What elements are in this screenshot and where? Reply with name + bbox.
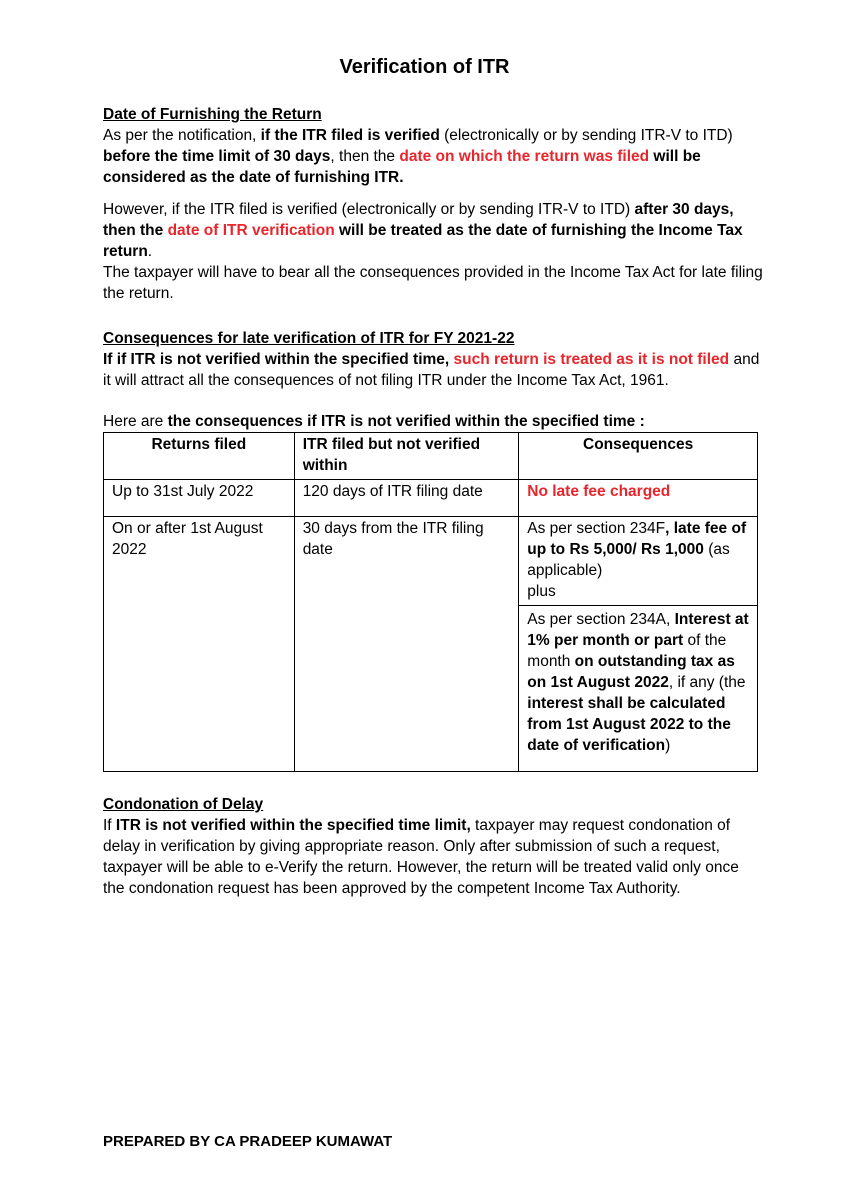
red-highlight: date of ITR verification <box>167 222 335 239</box>
red-highlight: date on which the return was filed <box>399 148 650 165</box>
condonation-heading: Condonation of Delay <box>103 796 264 813</box>
furnishing-paragraph-1 <box>103 125 763 188</box>
header-not-verified: ITR filed but not verified within <box>294 433 519 480</box>
bold-run: the consequences if ITR is not verified within the specified time : <box>167 413 645 430</box>
text-run: , then the <box>330 148 400 165</box>
prepared-by-footer: PREPARED BY CA PRADEEP KUMAWAT <box>103 1133 393 1150</box>
furnishing-paragraph-2 <box>103 199 763 262</box>
bold-run: will be considered as the date of furnishing ITR. <box>103 148 701 186</box>
row1-returns-filed: Up to 31st July 2022 <box>104 480 295 517</box>
text-run: (electronically or by sending ITR-V to ITD) <box>439 127 733 144</box>
text-run: Here are <box>103 413 168 430</box>
header-consequences: Consequences <box>519 433 758 480</box>
header-returns-filed: Returns filed <box>104 433 295 480</box>
consequences-section <box>103 328 763 432</box>
bold-run: if the ITR filed is verified <box>260 127 440 144</box>
text-run: . <box>147 243 153 260</box>
bold-run: ITR is not verified within the specified time limit, <box>115 817 471 834</box>
furnishing-heading: Date of Furnishing the Return <box>103 106 322 123</box>
bold-run: before the time limit of 30 days <box>103 148 331 165</box>
page-title: Verification of ITR <box>339 56 510 78</box>
furnishing-paragraph-3: The taxpayer will have to bear all the consequences provided in the Income Tax Act for late filing the return. <box>103 264 763 302</box>
text-run: If <box>103 817 116 834</box>
text-run: ) <box>665 737 671 754</box>
text-run: and it will attract all the consequences of not filing ITR under the Income Tax Act, 1961. <box>103 351 760 389</box>
condonation-paragraph <box>103 815 763 899</box>
bold-run: Interest at 1% per month or part <box>527 611 749 649</box>
red-highlight: such return is treated as it is not filed <box>453 351 730 368</box>
text-run: , if any (the <box>668 674 746 691</box>
bold-run: , late fee of up to Rs 5,000/ Rs 1,000 <box>527 520 747 558</box>
plus-label: plus <box>527 583 556 600</box>
row1-consequence: No late fee charged <box>519 480 758 517</box>
table-intro <box>103 411 763 432</box>
bold-run: interest shall be calculated from 1st August 2022 to the date of verification <box>527 695 731 754</box>
bold-run: on outstanding tax as on 1st August 2022 <box>527 653 735 691</box>
consequences-paragraph <box>103 349 763 391</box>
table-header-row <box>104 433 758 480</box>
row2-not-verified: 30 days from the ITR filing date <box>294 517 519 772</box>
text-run: As per the notification, <box>103 127 261 144</box>
text-run: However, if the ITR filed is verified (electronically or by sending ITR-V to ITD) <box>103 201 635 218</box>
furnishing-section <box>103 104 763 304</box>
table-row <box>104 480 758 517</box>
row2-returns-filed: On or after 1st August 2022 <box>104 517 295 772</box>
text-run: (as applicable) <box>527 541 730 579</box>
condonation-section <box>103 794 763 899</box>
text-run: taxpayer may request condonation of delay in verification by giving appropriate reason. Only after submission of such a request, taxpayer will be able to e-Verify the return. However, the return will be treated valid only once the condonation request has been approved by the competent Income Tax Authority. <box>103 817 739 897</box>
consequences-heading: Consequences for late verification of ITR for FY 2021-22 <box>103 330 515 347</box>
text-run: As per section 234A, <box>527 611 675 628</box>
bold-run: after 30 days, then the <box>103 201 734 239</box>
bold-run: will be treated as the date of furnishing the Income Tax return <box>103 222 743 260</box>
table-row <box>104 517 758 772</box>
bold-run: If if ITR is not verified within the specified time, <box>103 351 454 368</box>
row1-not-verified: 120 days of ITR filing date <box>294 480 519 517</box>
text-run: As per section 234F <box>527 520 666 537</box>
consequences-table <box>103 432 758 772</box>
interest-consequence <box>519 605 757 756</box>
late-fee-consequence <box>527 518 749 605</box>
row2-consequence <box>519 517 758 772</box>
text-run: of the month <box>527 632 727 670</box>
